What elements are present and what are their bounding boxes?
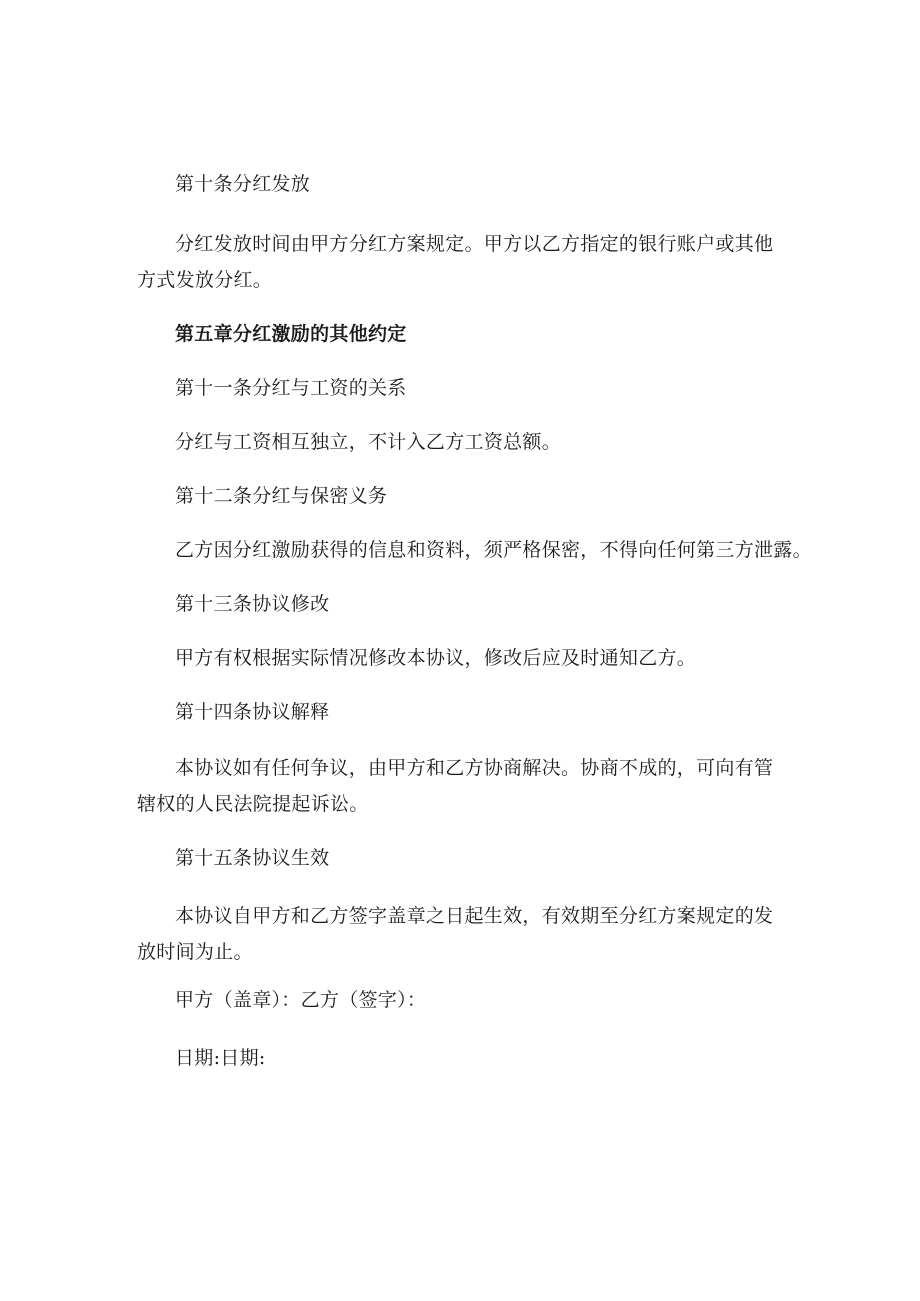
chapter-5-heading: 第五章分红激励的其他约定	[175, 323, 407, 345]
article-14-title: 第十四条协议解释	[175, 701, 330, 723]
article-15-title: 第十五条协议生效	[175, 847, 330, 869]
article-12-title: 第十二条分红与保密义务	[175, 485, 388, 507]
article-13-title: 第十三条协议修改	[175, 593, 330, 615]
article-15-body: 本协议自甲方和乙方签字盖章之日起生效，有效期至分红方案规定的发放时间为止。	[137, 905, 774, 963]
article-12-body: 乙方因分红激励获得的信息和资料，须严格保密，不得向任何第三方泄露。	[175, 539, 812, 561]
article-10-body: 分红发放时间由甲方分红方案规定。甲方以乙方指定的银行账户或其他方式发放分红。	[137, 233, 774, 291]
article-11-body: 分红与工资相互独立，不计入乙方工资总额。	[175, 431, 562, 453]
article-10-title: 第十条分红发放	[175, 173, 311, 195]
date-line: 日期:日期:	[175, 1047, 266, 1069]
signature-line: 甲方（盖章）：乙方（签字）：	[175, 989, 427, 1011]
article-13-body: 甲方有权根据实际情况修改本协议，修改后应及时通知乙方。	[175, 647, 697, 669]
article-14-body: 本协议如有任何争议，由甲方和乙方协商解决。协商不成的，可向有管辖权的人民法院提起诉讼。	[137, 757, 774, 815]
article-11-title: 第十一条分红与工资的关系	[175, 377, 407, 399]
